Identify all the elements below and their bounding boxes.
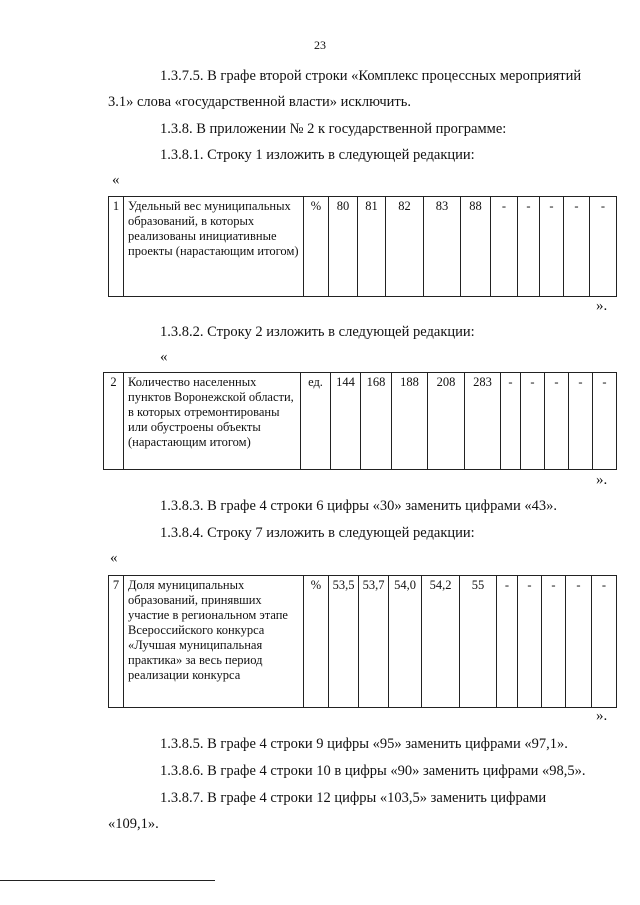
value-cell: 283 [465, 373, 501, 470]
value-cell: - [566, 576, 592, 708]
unit: % [304, 576, 329, 708]
value-cell: - [564, 197, 590, 297]
footnote-separator [0, 880, 215, 881]
value-cell: 168 [361, 373, 392, 470]
indicator-name: Доля муниципальных образований, принявших участие в региональном этапе Всероссийского конкурса «Лучшая муниципальная практика» за весь период реализации конкурса [124, 576, 304, 708]
value-cell: - [593, 373, 617, 470]
value-cell: 53,5 [329, 576, 359, 708]
value-cell: 81 [358, 197, 386, 297]
paragraph-1-3-8-4: 1.3.8.4. Строку 7 изложить в следующей редакции: [160, 525, 475, 541]
value-cell: - [545, 373, 569, 470]
page-number: 23 [314, 38, 326, 52]
value-cell: - [518, 576, 542, 708]
row-number: 2 [104, 373, 124, 470]
value-cell: - [542, 576, 566, 708]
value-cell: 208 [428, 373, 465, 470]
row-number: 1 [109, 197, 124, 297]
value-cell: 144 [331, 373, 361, 470]
paragraph-1-3-8: 1.3.8. В приложении № 2 к государственной программе: [160, 121, 507, 137]
table-row-1 [108, 196, 617, 297]
paragraph-1-3-7-5-line2: 3.1» слова «государственной власти» исключить. [108, 94, 411, 110]
indicator-name: Удельный вес муниципальных образований, в которых реализованы инициативные проекты (нарастающим итогом) [124, 197, 304, 297]
value-cell: 80 [329, 197, 358, 297]
open-quote-1: « [112, 172, 120, 188]
value-cell: 54,0 [389, 576, 422, 708]
table-row-2 [103, 372, 617, 470]
value-cell: - [497, 576, 518, 708]
value-cell: - [540, 197, 564, 297]
value-cell: 53,7 [359, 576, 389, 708]
unit: % [304, 197, 329, 297]
value-cell: 55 [460, 576, 497, 708]
close-quote-1: ». [596, 298, 608, 314]
value-cell: - [501, 373, 521, 470]
open-quote-3: « [110, 550, 118, 566]
paragraph-1-3-8-2: 1.3.8.2. Строку 2 изложить в следующей редакции: [160, 324, 475, 340]
close-quote-3: ». [596, 708, 608, 724]
paragraph-1-3-8-7-line2: «109,1». [108, 816, 159, 832]
value-cell: - [569, 373, 593, 470]
unit: ед. [301, 373, 331, 470]
indicator-name: Количество населенных пунктов Воронежской области, в которых отремонтированы или обустроены объекты (нарастающим итогом) [124, 373, 301, 470]
row-number: 7 [109, 576, 124, 708]
table-row-7 [108, 575, 617, 708]
paragraph-1-3-8-3: 1.3.8.3. В графе 4 строки 6 цифры «30» заменить цифрами «43». [160, 498, 557, 514]
close-quote-2: ». [596, 472, 608, 488]
value-cell: 188 [392, 373, 428, 470]
paragraph-1-3-8-6: 1.3.8.6. В графе 4 строки 10 в цифры «90» заменить цифрами «98,5». [160, 763, 586, 779]
value-cell: 88 [461, 197, 491, 297]
value-cell: 82 [386, 197, 424, 297]
value-cell: - [518, 197, 540, 297]
open-quote-2: « [160, 349, 168, 365]
paragraph-1-3-8-7-line1: 1.3.8.7. В графе 4 строки 12 цифры «103,5» заменить цифрами [160, 790, 547, 806]
value-cell: 54,2 [422, 576, 460, 708]
paragraph-1-3-8-5: 1.3.8.5. В графе 4 строки 9 цифры «95» заменить цифрами «97,1». [160, 736, 568, 752]
value-cell: 83 [424, 197, 461, 297]
value-cell: - [521, 373, 545, 470]
value-cell: - [590, 197, 617, 297]
paragraph-1-3-7-5-line1: 1.3.7.5. В графе второй строки «Комплекс процессных мероприятий [160, 68, 582, 84]
paragraph-1-3-8-1: 1.3.8.1. Строку 1 изложить в следующей редакции: [160, 147, 475, 163]
value-cell: - [592, 576, 617, 708]
value-cell: - [491, 197, 518, 297]
